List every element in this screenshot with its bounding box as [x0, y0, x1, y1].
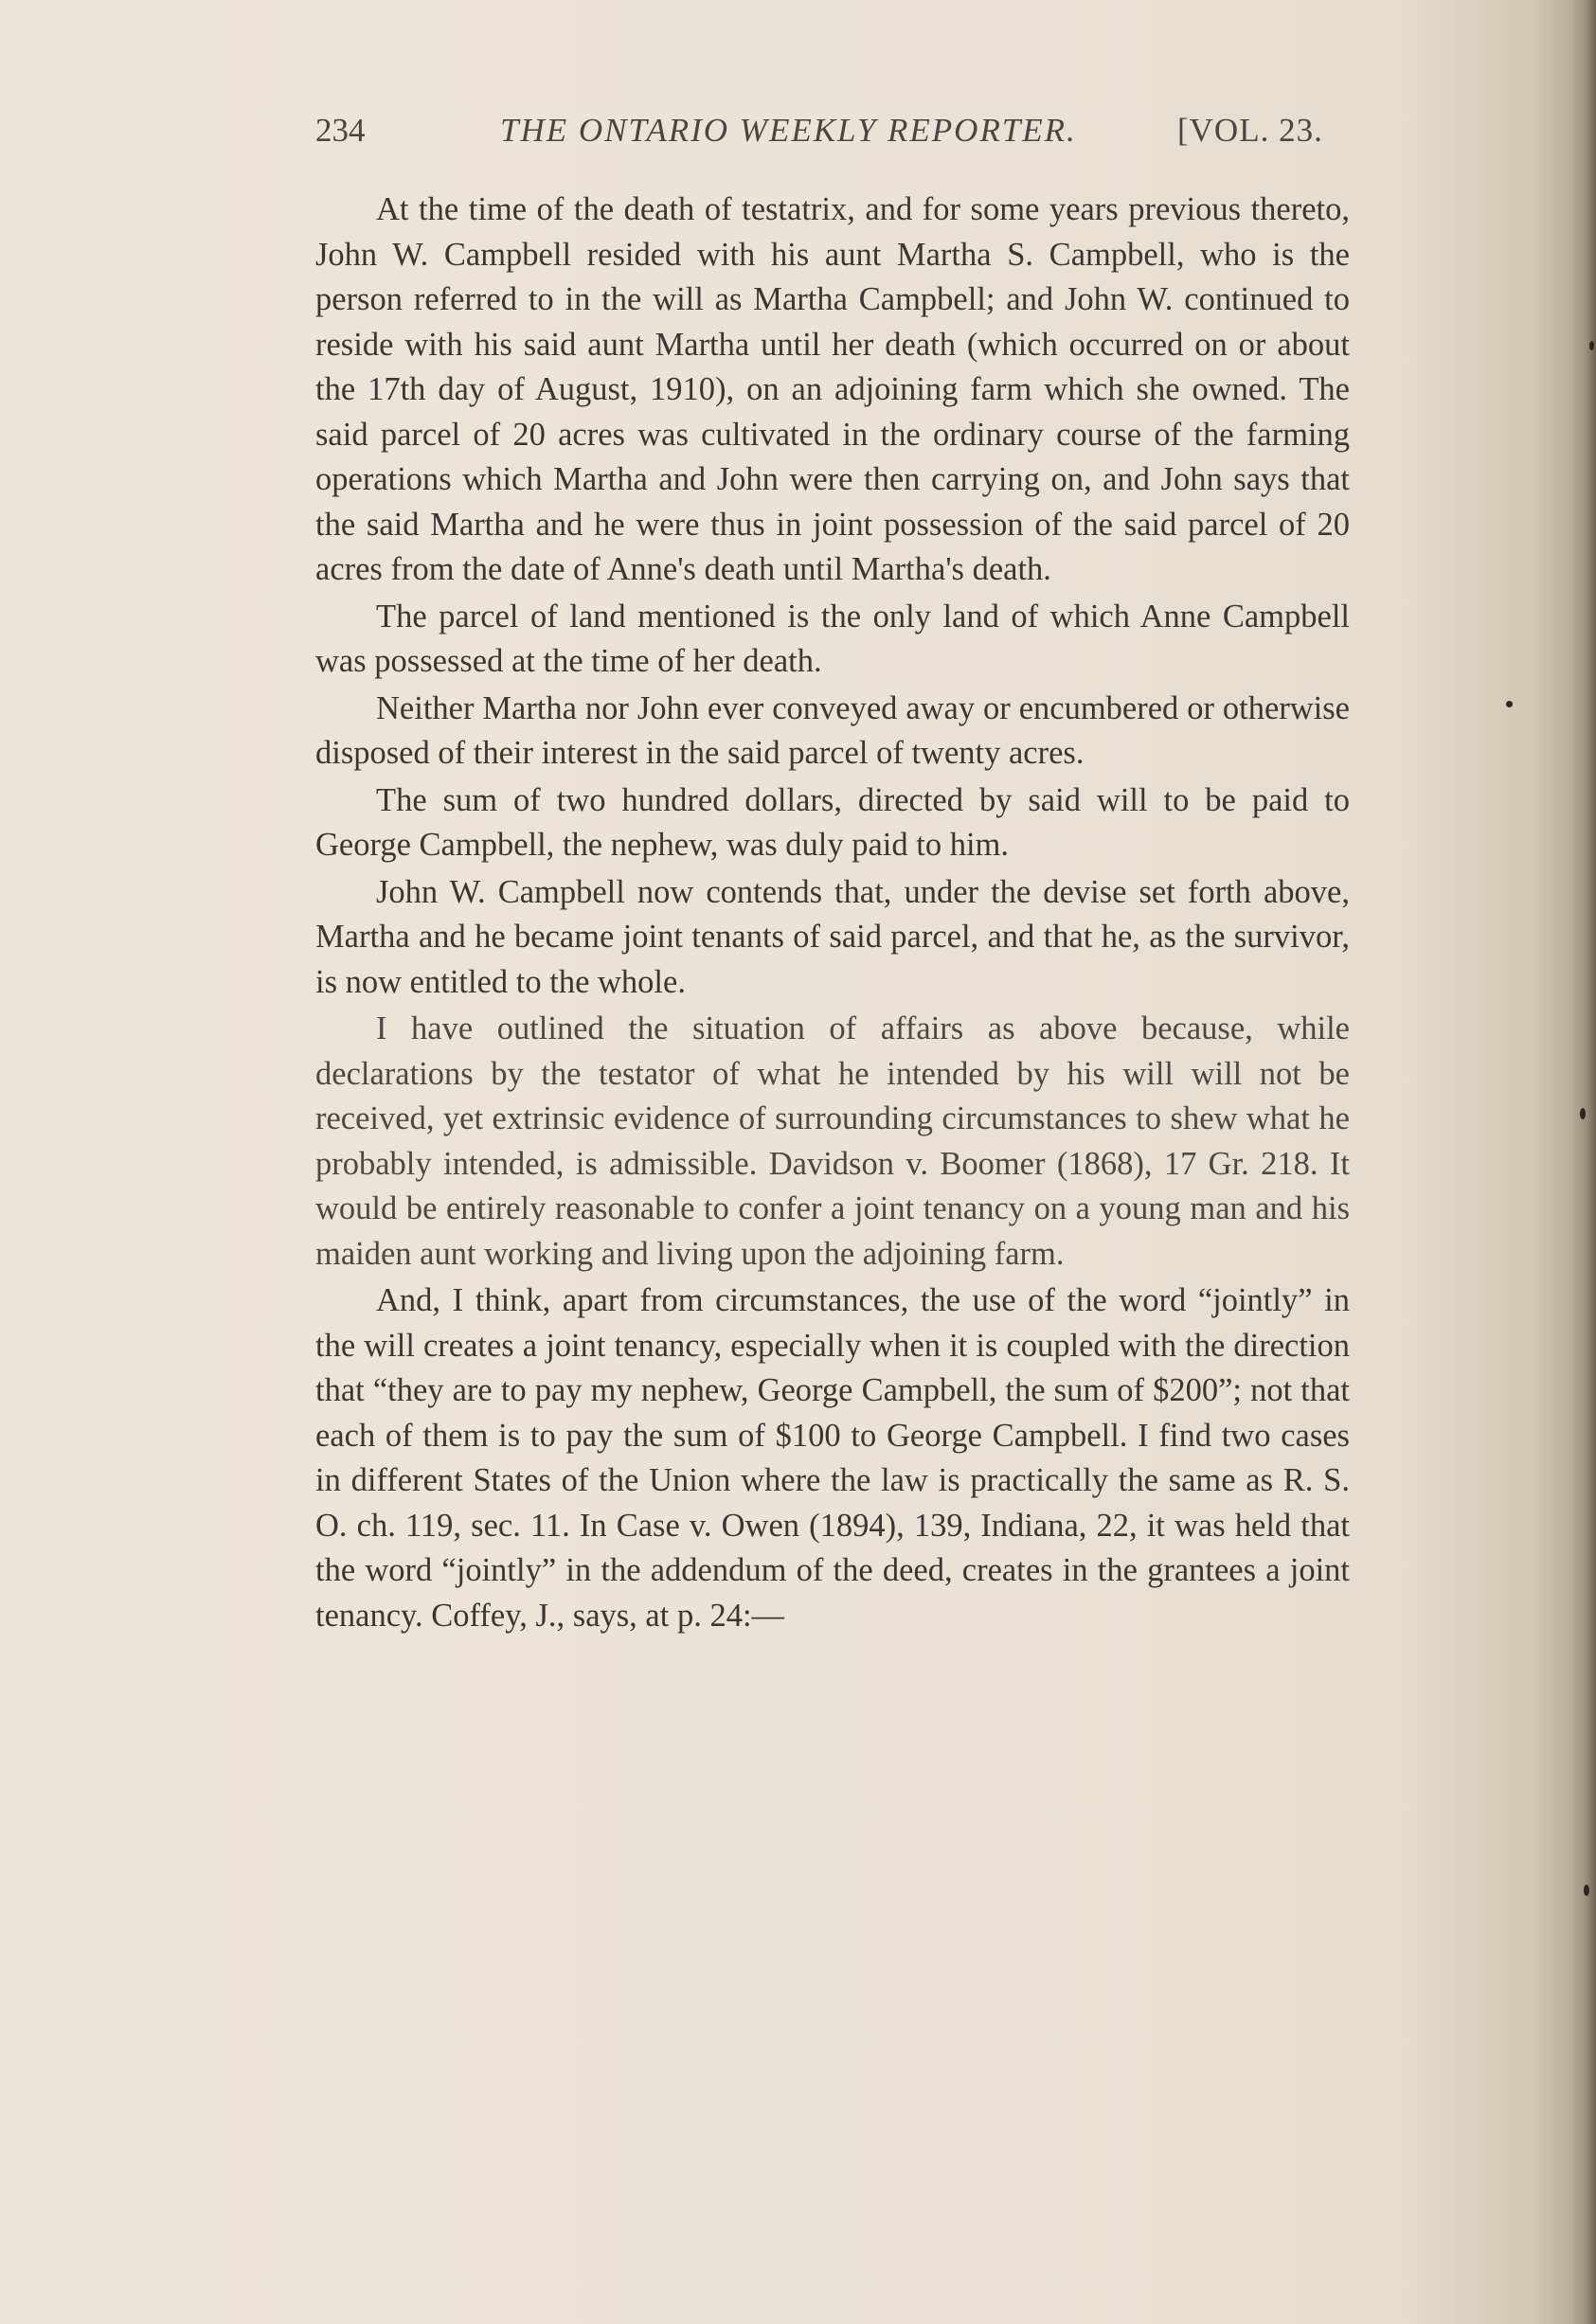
- paper-speck: [1589, 341, 1594, 350]
- paragraph: At the time of the death of testatrix, and for some years previous thereto, John W. Campbell resided with his aunt Martha S. Campbell, who is the person referred to in the will as Martha Campbell; and John W. continued to reside with his said aunt Martha until her death (which occurred on or about the 17th day of August, 1910), on an adjoining farm which she owned. The said parcel of 20 acres was cultivated in the ordinary course of the farming operations which Martha and John were then carrying on, and John says that the said Martha and he were thus in joint possession of the said parcel of 20 acres from the date of Anne's death until Martha's death.: [315, 191, 1350, 587]
- paper-speck: [1506, 701, 1513, 707]
- page-number: 234: [315, 112, 366, 149]
- paragraph: The sum of two hundred dollars, directed by said will to be paid to George Campbell, the nephew, was duly paid to him.: [315, 781, 1350, 863]
- paragraph: And, I think, apart from circumstances, the use of the word “jointly” in the will creates a joint tenancy, especially when it is coupled with the direction that “they are to pay my nephew, George Campbell, the sum of $200”; not that each of them is to pay the sum of $100 to George Campbell. I find two cases in different States of the Union where the law is practically the same as R. S. O. ch. 119, sec. 11. In Case v. Owen (1894), 139, Indiana, 22, it was held that the word “jointly” in the addendum of the deed, creates in the grantees a joint tenancy. Coffey, J., says, at p. 24:—: [315, 1282, 1350, 1634]
- running-title: THE ONTARIO WEEKLY REPORTER.: [500, 112, 1077, 149]
- paper-speck: [1584, 1885, 1589, 1896]
- page-header: [315, 112, 1348, 169]
- paragraph: The parcel of land mentioned is the only land of which Anne Campbell was possessed at the time of her death.: [315, 598, 1350, 679]
- paragraph: Neither Martha nor John ever conveyed away or encumbered or otherwise disposed of their interest in the said parcel of twenty acres.: [315, 689, 1350, 771]
- paragraph: I have outlined the situation of affairs as above because, while declarations by the testator of what he intended by his will will not be received, yet extrinsic evidence of surrounding circumstances to shew what he probably intended, is admissible. Davidson v. Boomer (1868), 17 Gr. 218. It would be entirely reasonable to confer a joint tenancy on a young man and his maiden aunt working and living upon the adjoining farm.: [315, 1010, 1350, 1272]
- volume-label: [VOL. 23.: [1177, 112, 1323, 149]
- paragraph: John W. Campbell now contends that, under the devise set forth above, Martha and he became joint tenants of said parcel, and that he, as the survivor, is now entitled to the whole.: [315, 873, 1350, 1000]
- body-text: [315, 188, 1350, 1640]
- paper-speck: [1580, 1108, 1586, 1119]
